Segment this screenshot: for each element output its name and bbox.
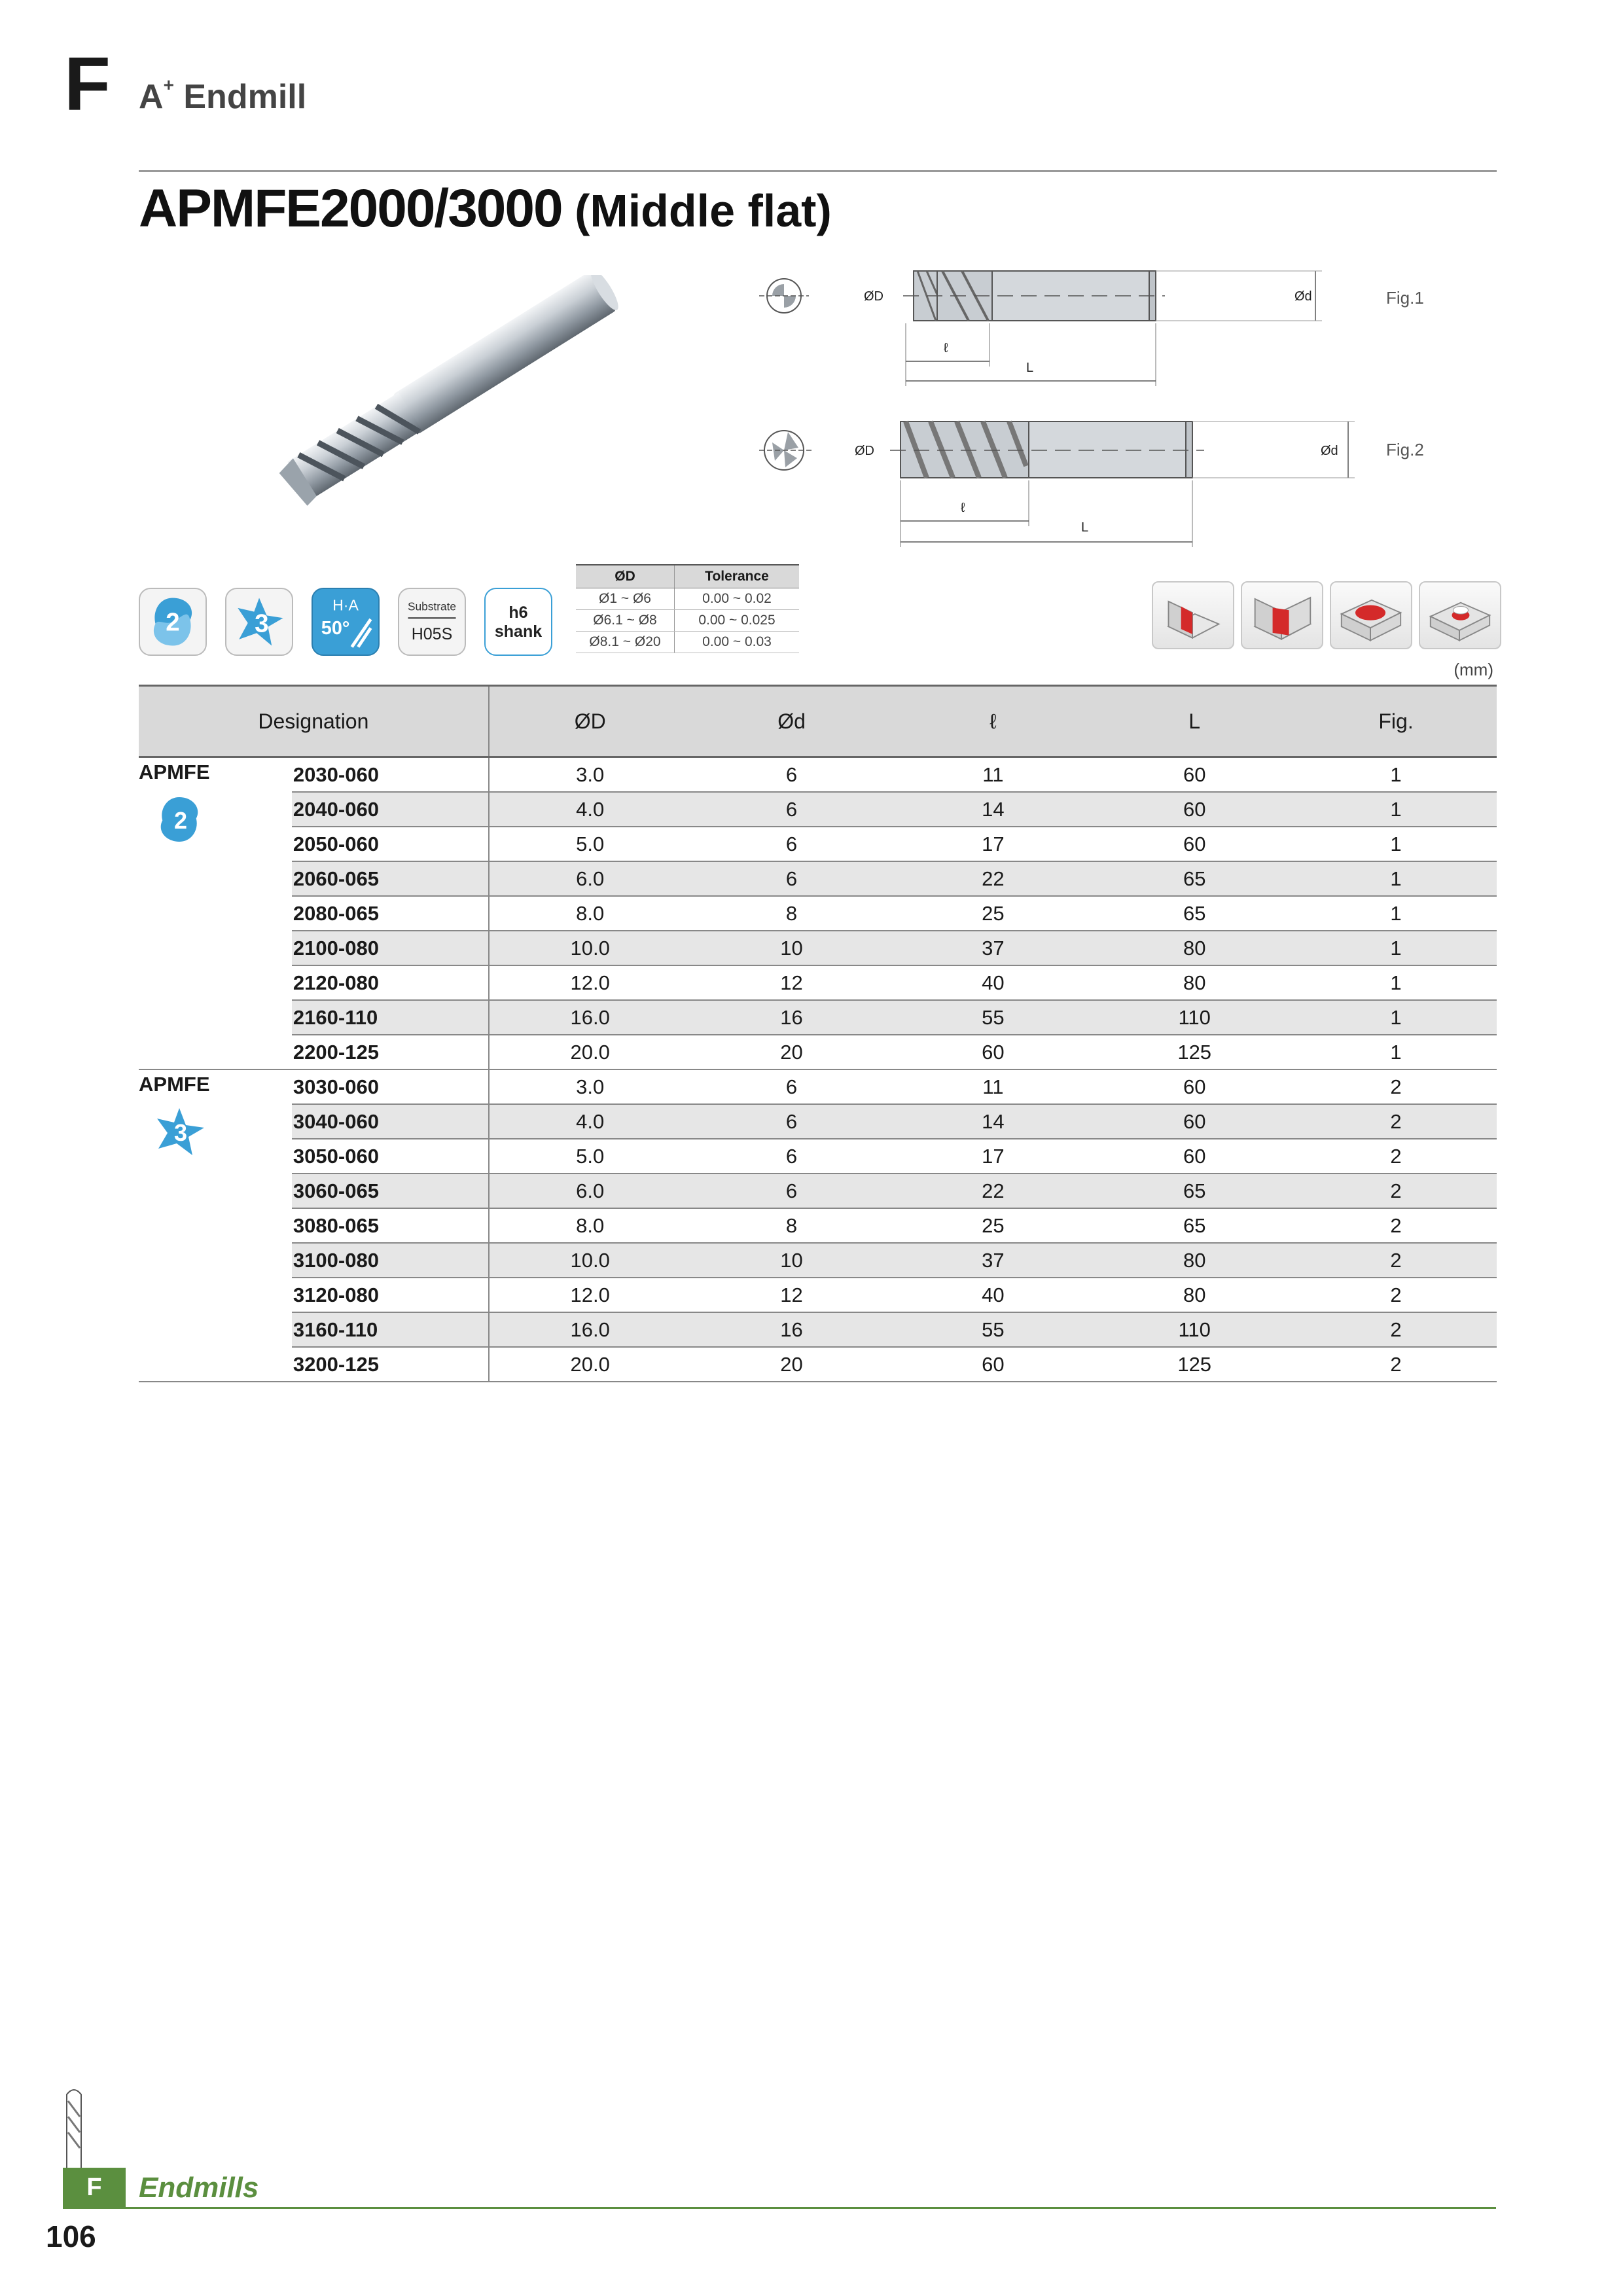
substrate-icon bbox=[398, 588, 466, 656]
cutting-diameter: 16.0 bbox=[489, 1312, 691, 1347]
overall-length: 125 bbox=[1094, 1035, 1295, 1069]
figure-number: 1 bbox=[1295, 827, 1497, 861]
cutting-diameter: 10.0 bbox=[489, 1243, 691, 1278]
figure-number: 2 bbox=[1295, 1069, 1497, 1104]
fig2-label: Fig.2 bbox=[1386, 440, 1424, 459]
section-letter: F bbox=[64, 41, 111, 126]
designation-code: 2040-060 bbox=[292, 792, 489, 827]
table-row bbox=[139, 861, 1497, 896]
overall-length: 80 bbox=[1094, 931, 1295, 965]
flute-length: 55 bbox=[892, 1000, 1094, 1035]
svg-text:50°: 50° bbox=[321, 618, 350, 639]
tolerance-row bbox=[576, 610, 799, 632]
designation-code: 3100-080 bbox=[292, 1243, 489, 1278]
table-row bbox=[139, 1174, 1497, 1208]
flute-length: 60 bbox=[892, 1347, 1094, 1382]
overall-length: 65 bbox=[1094, 1208, 1295, 1243]
cutting-diameter: 3.0 bbox=[489, 1069, 691, 1104]
cutting-diameter: 20.0 bbox=[489, 1035, 691, 1069]
tolerance-header-diameter: ØD bbox=[576, 565, 675, 588]
plunging-icon bbox=[1419, 581, 1501, 649]
flute-length: 55 bbox=[892, 1312, 1094, 1347]
shank-diameter: 6 bbox=[691, 827, 893, 861]
fig1-dim-d: Ød bbox=[1294, 289, 1312, 304]
table-row bbox=[139, 1278, 1497, 1312]
svg-text:2: 2 bbox=[166, 608, 180, 637]
table-row bbox=[139, 1243, 1497, 1278]
drill-icon bbox=[63, 2088, 85, 2179]
tolerance-row bbox=[576, 588, 799, 610]
page-number: 106 bbox=[46, 2219, 96, 2253]
family-name: APMFE bbox=[139, 1073, 210, 1096]
flute-length: 11 bbox=[892, 1069, 1094, 1104]
overall-length: 65 bbox=[1094, 861, 1295, 896]
designation-code: 3040-060 bbox=[292, 1104, 489, 1139]
cutting-diameter: 4.0 bbox=[489, 792, 691, 827]
fig2-dim-d: Ød bbox=[1321, 444, 1338, 458]
header-overall-length: L bbox=[1094, 686, 1295, 757]
overall-length: 80 bbox=[1094, 965, 1295, 1000]
table-row bbox=[139, 1312, 1497, 1347]
designation-code: 3050-060 bbox=[292, 1139, 489, 1174]
footer-category: Endmills bbox=[139, 2172, 259, 2204]
designation-code: 3200-125 bbox=[292, 1347, 489, 1382]
table-row bbox=[139, 1069, 1497, 1104]
flute-length: 17 bbox=[892, 827, 1094, 861]
flute-length: 14 bbox=[892, 792, 1094, 827]
tolerance-value: 0.00 ~ 0.02 bbox=[675, 588, 800, 610]
table-row bbox=[139, 1104, 1497, 1139]
shank-diameter: 20 bbox=[691, 1035, 893, 1069]
cutting-diameter: 6.0 bbox=[489, 861, 691, 896]
shank-diameter: 6 bbox=[691, 1139, 893, 1174]
fig1-label: Fig.1 bbox=[1386, 288, 1424, 308]
cutting-diameter: 5.0 bbox=[489, 827, 691, 861]
overall-length: 60 bbox=[1094, 827, 1295, 861]
cutting-diameter: 8.0 bbox=[489, 1208, 691, 1243]
overall-length: 80 bbox=[1094, 1278, 1295, 1312]
table-row bbox=[139, 896, 1497, 931]
endmill-photo bbox=[236, 275, 654, 511]
tolerance-header-tolerance: Tolerance bbox=[675, 565, 800, 588]
cutting-diameter: 12.0 bbox=[489, 965, 691, 1000]
overall-length: 80 bbox=[1094, 1243, 1295, 1278]
fig1-drawing bbox=[759, 268, 1414, 393]
shank-diameter: 6 bbox=[691, 757, 893, 793]
shank-diameter: 20 bbox=[691, 1347, 893, 1382]
shank-diameter: 6 bbox=[691, 1069, 893, 1104]
shank-diameter: 6 bbox=[691, 861, 893, 896]
designation-code: 2050-060 bbox=[292, 827, 489, 861]
overall-length: 65 bbox=[1094, 896, 1295, 931]
figure-number: 2 bbox=[1295, 1347, 1497, 1382]
table-row bbox=[139, 792, 1497, 827]
designation-code: 3120-080 bbox=[292, 1278, 489, 1312]
cutting-diameter: 10.0 bbox=[489, 931, 691, 965]
fig2-drawing bbox=[759, 419, 1414, 550]
shank-diameter: 10 bbox=[691, 1243, 893, 1278]
figure-number: 2 bbox=[1295, 1243, 1497, 1278]
figure-number: 2 bbox=[1295, 1278, 1497, 1312]
header-figure: Fig. bbox=[1295, 686, 1497, 757]
svg-text:H·A: H·A bbox=[332, 596, 359, 614]
fig2-dim-D: ØD bbox=[855, 444, 874, 458]
flute-length: 11 bbox=[892, 757, 1094, 793]
cutting-diameter: 12.0 bbox=[489, 1278, 691, 1312]
shank-diameter: 16 bbox=[691, 1312, 893, 1347]
table-row bbox=[139, 965, 1497, 1000]
tolerance-value: 0.00 ~ 0.025 bbox=[675, 610, 800, 632]
flute-length: 17 bbox=[892, 1139, 1094, 1174]
shank-diameter: 6 bbox=[691, 1174, 893, 1208]
table-row bbox=[139, 757, 1497, 793]
side-milling-icon bbox=[1152, 581, 1234, 649]
figure-number: 2 bbox=[1295, 1104, 1497, 1139]
tolerance-range: Ø6.1 ~ Ø8 bbox=[576, 610, 675, 632]
dimension-table bbox=[139, 685, 1497, 1382]
designation-code: 3030-060 bbox=[292, 1069, 489, 1104]
figure-number: 1 bbox=[1295, 931, 1497, 965]
shank-diameter: 10 bbox=[691, 931, 893, 965]
section-title: A+ Endmill bbox=[139, 75, 307, 116]
shank-diameter: 6 bbox=[691, 1104, 893, 1139]
footer-section-tab: F bbox=[63, 2168, 126, 2207]
svg-text:3: 3 bbox=[173, 1119, 188, 1146]
svg-text:H05S: H05S bbox=[411, 624, 453, 643]
2-flute-badge-icon bbox=[145, 793, 213, 846]
svg-text:2: 2 bbox=[173, 807, 188, 834]
cutting-diameter: 8.0 bbox=[489, 896, 691, 931]
2-flute-icon bbox=[139, 588, 207, 656]
designation-code: 2060-065 bbox=[292, 861, 489, 896]
flute-length: 60 bbox=[892, 1035, 1094, 1069]
product-title: APMFE2000/3000 (Middle flat) bbox=[139, 179, 832, 238]
figure-number: 1 bbox=[1295, 1035, 1497, 1069]
unit-label: (mm) bbox=[1454, 660, 1493, 679]
header-flute-length: ℓ bbox=[892, 686, 1094, 757]
tolerance-row bbox=[576, 632, 799, 653]
shank-icon bbox=[484, 588, 552, 656]
figure-number: 2 bbox=[1295, 1208, 1497, 1243]
overall-length: 110 bbox=[1094, 1312, 1295, 1347]
flute-length: 25 bbox=[892, 1208, 1094, 1243]
header-shank-diameter: Ød bbox=[691, 686, 893, 757]
overall-length: 65 bbox=[1094, 1174, 1295, 1208]
helix-angle-icon bbox=[312, 588, 380, 656]
designation-code: 3060-065 bbox=[292, 1174, 489, 1208]
designation-code: 2100-080 bbox=[292, 931, 489, 965]
header-cutting-diameter: ØD bbox=[489, 686, 691, 757]
overall-length: 110 bbox=[1094, 1000, 1295, 1035]
figure-number: 2 bbox=[1295, 1312, 1497, 1347]
slotting-icon bbox=[1241, 581, 1323, 649]
table-row bbox=[139, 1139, 1497, 1174]
flute-length: 40 bbox=[892, 1278, 1094, 1312]
fig2-dim-L: L bbox=[1081, 520, 1089, 535]
designation-code: 2080-065 bbox=[292, 896, 489, 931]
figure-number: 1 bbox=[1295, 1000, 1497, 1035]
shank-diameter: 8 bbox=[691, 1208, 893, 1243]
cutting-diameter: 6.0 bbox=[489, 1174, 691, 1208]
table-row bbox=[139, 1035, 1497, 1069]
shank-diameter: 12 bbox=[691, 1278, 893, 1312]
figure-number: 1 bbox=[1295, 757, 1497, 793]
table-row bbox=[139, 1000, 1497, 1035]
designation-code: 3160-110 bbox=[292, 1312, 489, 1347]
figure-number: 2 bbox=[1295, 1139, 1497, 1174]
3-flute-icon bbox=[225, 588, 293, 656]
3-flute-badge-icon bbox=[145, 1105, 213, 1158]
flute-length: 40 bbox=[892, 965, 1094, 1000]
fig2-dim-l: ℓ bbox=[961, 501, 965, 515]
cutting-diameter: 3.0 bbox=[489, 757, 691, 793]
figure-number: 2 bbox=[1295, 1174, 1497, 1208]
table-row bbox=[139, 827, 1497, 861]
overall-length: 60 bbox=[1094, 1139, 1295, 1174]
cutting-diameter: 5.0 bbox=[489, 1139, 691, 1174]
pocketing-icon bbox=[1330, 581, 1412, 649]
table-header-row bbox=[139, 686, 1497, 757]
designation-code: 2120-080 bbox=[292, 965, 489, 1000]
cutting-diameter: 16.0 bbox=[489, 1000, 691, 1035]
cutting-diameter: 20.0 bbox=[489, 1347, 691, 1382]
family-cell bbox=[139, 757, 292, 1070]
shank-diameter: 6 bbox=[691, 792, 893, 827]
overall-length: 60 bbox=[1094, 1104, 1295, 1139]
flute-length: 22 bbox=[892, 861, 1094, 896]
family-name: APMFE bbox=[139, 761, 210, 783]
fig1-dim-L: L bbox=[1026, 361, 1034, 375]
svg-text:shank: shank bbox=[494, 622, 543, 641]
fig1-dim-l: ℓ bbox=[944, 341, 948, 355]
shank-diameter: 16 bbox=[691, 1000, 893, 1035]
figure-number: 1 bbox=[1295, 861, 1497, 896]
svg-text:h6: h6 bbox=[508, 603, 528, 622]
figure-number: 1 bbox=[1295, 792, 1497, 827]
overall-length: 60 bbox=[1094, 757, 1295, 793]
overall-length: 125 bbox=[1094, 1347, 1295, 1382]
table-row bbox=[139, 1347, 1497, 1382]
table-row bbox=[139, 1208, 1497, 1243]
designation-code: 2200-125 bbox=[292, 1035, 489, 1069]
tolerance-range: Ø8.1 ~ Ø20 bbox=[576, 632, 675, 653]
fig1-dim-D: ØD bbox=[864, 289, 883, 304]
svg-text:Substrate: Substrate bbox=[407, 600, 457, 613]
footer-rule bbox=[63, 2207, 1496, 2209]
header-divider bbox=[139, 170, 1497, 172]
figure-number: 1 bbox=[1295, 965, 1497, 1000]
overall-length: 60 bbox=[1094, 1069, 1295, 1104]
tolerance-range: Ø1 ~ Ø6 bbox=[576, 588, 675, 610]
designation-code: 2030-060 bbox=[292, 757, 489, 793]
shank-diameter: 12 bbox=[691, 965, 893, 1000]
header-designation: Designation bbox=[139, 686, 489, 757]
tolerance-table bbox=[576, 564, 799, 653]
family-cell bbox=[139, 1069, 292, 1382]
flute-length: 25 bbox=[892, 896, 1094, 931]
flute-length: 37 bbox=[892, 931, 1094, 965]
shank-diameter: 8 bbox=[691, 896, 893, 931]
flute-length: 37 bbox=[892, 1243, 1094, 1278]
cutting-diameter: 4.0 bbox=[489, 1104, 691, 1139]
table-row bbox=[139, 931, 1497, 965]
flute-length: 22 bbox=[892, 1174, 1094, 1208]
tolerance-value: 0.00 ~ 0.03 bbox=[675, 632, 800, 653]
designation-code: 2160-110 bbox=[292, 1000, 489, 1035]
designation-code: 3080-065 bbox=[292, 1208, 489, 1243]
figure-number: 1 bbox=[1295, 896, 1497, 931]
flute-length: 14 bbox=[892, 1104, 1094, 1139]
overall-length: 60 bbox=[1094, 792, 1295, 827]
svg-text:3: 3 bbox=[255, 609, 269, 638]
